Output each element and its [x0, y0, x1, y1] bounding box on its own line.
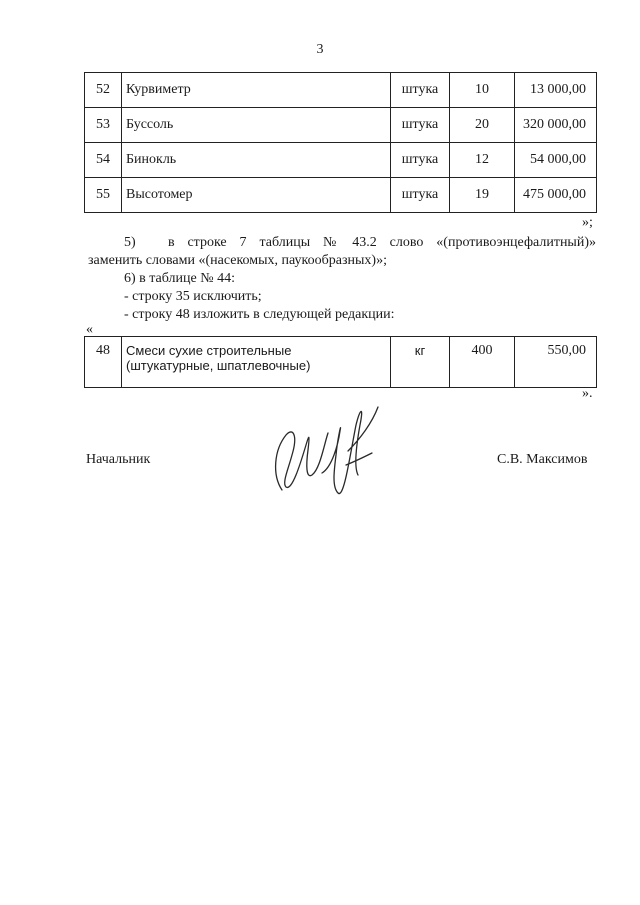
item-quantity: 20 — [450, 108, 515, 143]
item-6-heading: 6) в таблице № 44: — [124, 271, 235, 286]
item-price: 550,00 — [515, 337, 597, 388]
table-2-closing-quote: ». — [582, 386, 593, 401]
item-price: 54 000,00 — [515, 143, 597, 178]
item-unit: штука — [391, 143, 450, 178]
signatory-name: С.В. Максимов — [497, 452, 588, 467]
item-unit: штука — [391, 178, 450, 213]
table-row — [85, 178, 597, 213]
item-name: Буссоль — [122, 108, 391, 143]
table-1-closing-quote: »; — [582, 215, 593, 230]
table-row — [85, 73, 597, 108]
equipment-table-body — [85, 73, 597, 213]
handwritten-signature — [260, 395, 400, 505]
row-number: 48 — [85, 337, 122, 388]
item-quantity: 19 — [450, 178, 515, 213]
item-6-edit-line: - строку 48 изложить в следующей редакции: — [124, 307, 395, 322]
item-name — [122, 337, 391, 388]
table-row — [85, 337, 597, 388]
row-number: 54 — [85, 143, 122, 178]
page-number: 3 — [316, 42, 324, 57]
item-quantity: 400 — [450, 337, 515, 388]
item-quantity: 12 — [450, 143, 515, 178]
item-price: 475 000,00 — [515, 178, 597, 213]
table-2-open-quote: « — [86, 322, 93, 337]
row-number: 53 — [85, 108, 122, 143]
equipment-table — [84, 72, 597, 213]
item-unit: штука — [391, 108, 450, 143]
item-name: Бинокль — [122, 143, 391, 178]
table-row — [85, 143, 597, 178]
item-price: 320 000,00 — [515, 108, 597, 143]
item-name: Высотомер — [122, 178, 391, 213]
item-6-exclude-line: - строку 35 исключить; — [124, 289, 262, 304]
item-unit: кг — [391, 337, 450, 388]
row-number: 55 — [85, 178, 122, 213]
item-5-line-2: заменить словами «(насекомых, паукообразных)»; — [88, 253, 387, 268]
item-quantity: 10 — [450, 73, 515, 108]
item-price: 13 000,00 — [515, 73, 597, 108]
item-name-line-2: (штукатурные, шпатлевочные) — [126, 358, 311, 373]
table-row — [85, 108, 597, 143]
item-unit: штука — [391, 73, 450, 108]
row-number: 52 — [85, 73, 122, 108]
item-name: Курвиметр — [122, 73, 391, 108]
item-name-line-1: Смеси сухие строительные — [126, 343, 292, 358]
signatory-position: Начальник — [86, 452, 151, 467]
item-5-line-1: 5) в строке 7 таблицы № 43.2 слово «(противоэнцефалитный)» — [124, 235, 596, 250]
materials-table — [84, 336, 597, 388]
